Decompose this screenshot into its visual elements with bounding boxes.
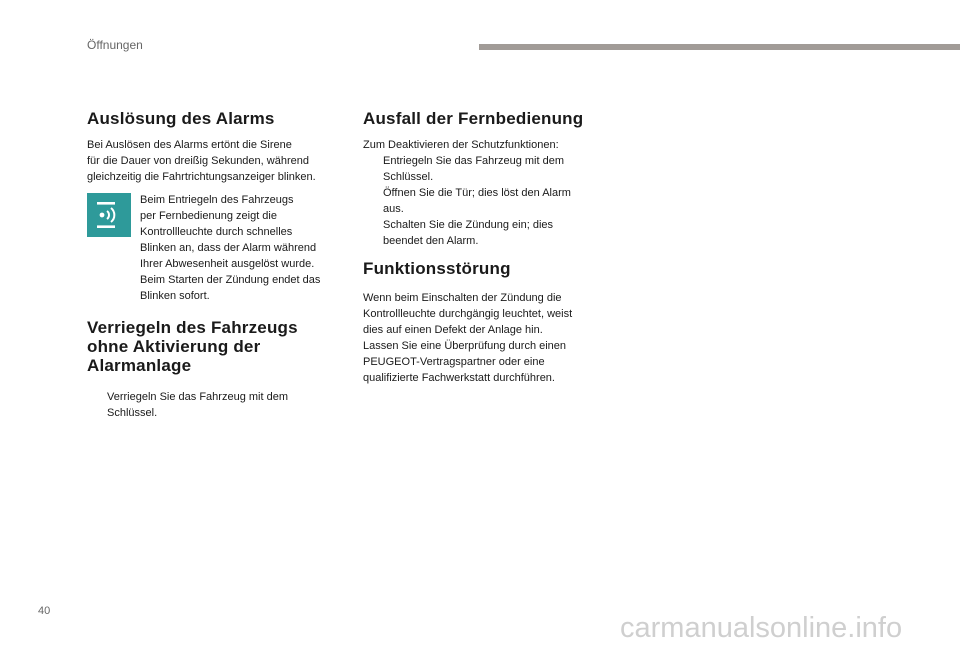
alarm-line: Blinken sofort. — [140, 290, 210, 302]
section-header: Öffnungen — [87, 38, 143, 52]
lock-title-line: Alarmanlage — [87, 356, 192, 375]
alarm-line: Blinken an, dass der Alarm während — [140, 242, 317, 254]
fault-line: Kontrollleuchte durchgängig leuchtet, weist — [363, 308, 573, 320]
alarm-intro-line: gleichzeitig die Fahrtrichtungsanzeiger blinken. — [87, 171, 316, 183]
alarm-warning-icon — [87, 193, 131, 237]
fault-line: qualifizierte Fachwerkstatt durchführen. — [363, 372, 555, 384]
fault-title: Funktionsstörung — [363, 259, 511, 278]
lock-section — [87, 318, 347, 421]
lock-title-line: ohne Aktivierung der — [87, 337, 261, 356]
remote-bullet-line: Schalten Sie die Zündung ein; dies — [383, 219, 554, 231]
fault-line: dies auf einen Defekt der Anlage hin. — [363, 324, 543, 336]
lock-bullet-line: Verriegeln Sie das Fahrzeug mit dem — [107, 391, 288, 403]
remote-bullet-line: Entriegeln Sie das Fahrzeug mit dem — [383, 155, 564, 167]
lock-bullet — [87, 389, 347, 421]
remote-bullet-line: beendet den Alarm. — [383, 235, 479, 247]
remote-bullet — [363, 217, 623, 249]
remote-bullet — [363, 185, 623, 217]
alarm-title: Auslösung des Alarms — [87, 109, 275, 128]
alarm-line: Ihrer Abwesenheit ausgelöst wurde. — [140, 258, 315, 270]
remote-title: Ausfall der Fernbedienung — [363, 109, 584, 128]
remote-section — [363, 109, 623, 249]
page-number: 40 — [38, 605, 51, 617]
header-bar — [479, 44, 960, 50]
alarm-line: Beim Entriegeln des Fahrzeugs — [140, 194, 294, 206]
remote-bullet-line: Schlüssel. — [383, 171, 434, 183]
remote-bullet-line: aus. — [383, 203, 404, 215]
alarm-intro-line: Bei Auslösen des Alarms ertönt die Sirene — [87, 139, 292, 151]
alarm-line: Kontrollleuchte durch schnelles — [140, 226, 293, 238]
remote-bullet-line: Öffnen Sie die Tür; dies löst den Alarm — [383, 187, 571, 199]
alarm-intro-line: für die Dauer von dreißig Sekunden, während — [87, 155, 309, 167]
fault-line: PEUGEOT-Vertragspartner oder eine — [363, 356, 545, 368]
remote-intro: Zum Deaktivieren der Schutzfunktionen: — [363, 139, 559, 151]
lock-title-line: Verriegeln des Fahrzeugs — [87, 318, 298, 337]
alarm-line: per Fernbedienung zeigt die — [140, 210, 277, 222]
fault-text — [363, 290, 623, 386]
left-column — [87, 109, 347, 185]
alarm-warning-icon-glyph — [94, 200, 124, 230]
alarm-description — [140, 192, 350, 304]
remote-bullet — [363, 153, 623, 185]
alarm-line: Beim Starten der Zündung endet das — [140, 274, 321, 286]
lock-bullet-line: Schlüssel. — [107, 407, 158, 419]
fault-line: Wenn beim Einschalten der Zündung die — [363, 292, 562, 304]
watermark: carmanualsonline.info — [620, 612, 903, 644]
fault-section — [363, 259, 623, 386]
fault-line: Lassen Sie eine Überprüfung durch einen — [363, 340, 567, 352]
alarm-intro — [87, 137, 347, 185]
